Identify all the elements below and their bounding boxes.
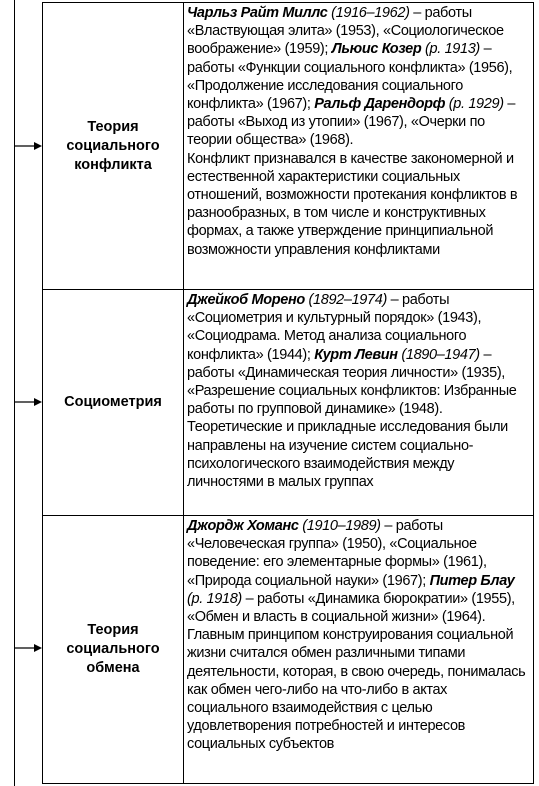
author-years: (1892–1974) xyxy=(308,292,387,308)
arrow-right-icon xyxy=(14,397,42,407)
theory-summary: Главным принципом конструирования социальной жизни считался обмен различными типами деятельности, которая, в свою очередь, понималась как обмен чего-либо на что-либо в актах социального взаимодействия с целью удовлетворения потребностей и интересов социальных субъектов xyxy=(187,627,526,753)
author-name: Питер Блау xyxy=(429,572,515,589)
theory-name: Теория социального обмена xyxy=(43,516,184,784)
author-years: (1910–1989) xyxy=(302,518,381,534)
author-works: – работы «Динамическая теория личности» (1935), «Разрешение социальных конфликтов: Избранные работы по групповой динамике» (1948). xyxy=(187,346,517,418)
author-works: – работы «Функции социального конфликта» (1956), «Продолжение исследования социального конфликта» (1967); xyxy=(187,41,513,113)
author-name: Ральф Дарендорф xyxy=(314,96,446,113)
author-years: (1916–1962) xyxy=(331,5,410,21)
theory-name: Теория социального конфликта xyxy=(43,3,184,290)
theories-table xyxy=(42,2,534,784)
author-name: Курт Левин xyxy=(314,346,398,363)
author-name: Льюис Козер xyxy=(331,41,422,58)
author-works: – работы «Социометрия и культурный порядок» (1943), «Социодрама. Метод анализа социального конфликта» (1944); xyxy=(187,292,482,363)
table-row xyxy=(43,290,534,516)
author-years: (р. 1918) xyxy=(187,590,242,607)
theory-name: Социометрия xyxy=(43,290,184,516)
author-works: – работы «Динамика бюрократии» (1955), «Обмен и власть в социальной жизни» (1964). xyxy=(187,590,515,626)
author-works: – работы «Человеческая группа» (1950), «Социальное поведение: его элементарные формы» (1961), «Природа социальной науки» (1967); xyxy=(187,518,487,589)
author-works: – работы «Властвующая элита» (1953), «Социологическое воображение» (1959); xyxy=(187,5,504,58)
table-row xyxy=(43,516,534,784)
author-name: Джордж Хоманс xyxy=(187,518,299,534)
theory-description xyxy=(184,290,534,516)
theory-summary: Теоретические и прикладные исследования были направлены на изучение систем социально-психологического взаимодействия между личностями в малых группах xyxy=(187,419,508,491)
author-name: Джейкоб Морено xyxy=(187,292,305,308)
author-name: Чарльз Райт Миллс xyxy=(187,5,328,21)
theory-summary: Конфликт признавался в качестве закономерной и естественной характеристики социальных отношений, возможности протекания конфликтов в разнообразных, в том числе и конструктивных формах, а также утверждение принципиальной возможности управления конфликтами xyxy=(187,150,518,258)
theory-description xyxy=(184,516,534,784)
arrow-right-icon xyxy=(14,141,42,151)
author-years: (р. 1929) xyxy=(448,96,504,113)
author-years: (1890–1947) xyxy=(401,346,480,363)
author-works: – работы «Выход из утопии» (1967), «Очерки по теории общества» (1968). xyxy=(187,96,516,149)
author-years: (р. 1913) xyxy=(425,41,480,58)
table-row xyxy=(43,3,534,290)
theory-description xyxy=(184,3,534,290)
arrow-right-icon xyxy=(14,643,42,653)
vertical-connector-line xyxy=(14,0,15,786)
